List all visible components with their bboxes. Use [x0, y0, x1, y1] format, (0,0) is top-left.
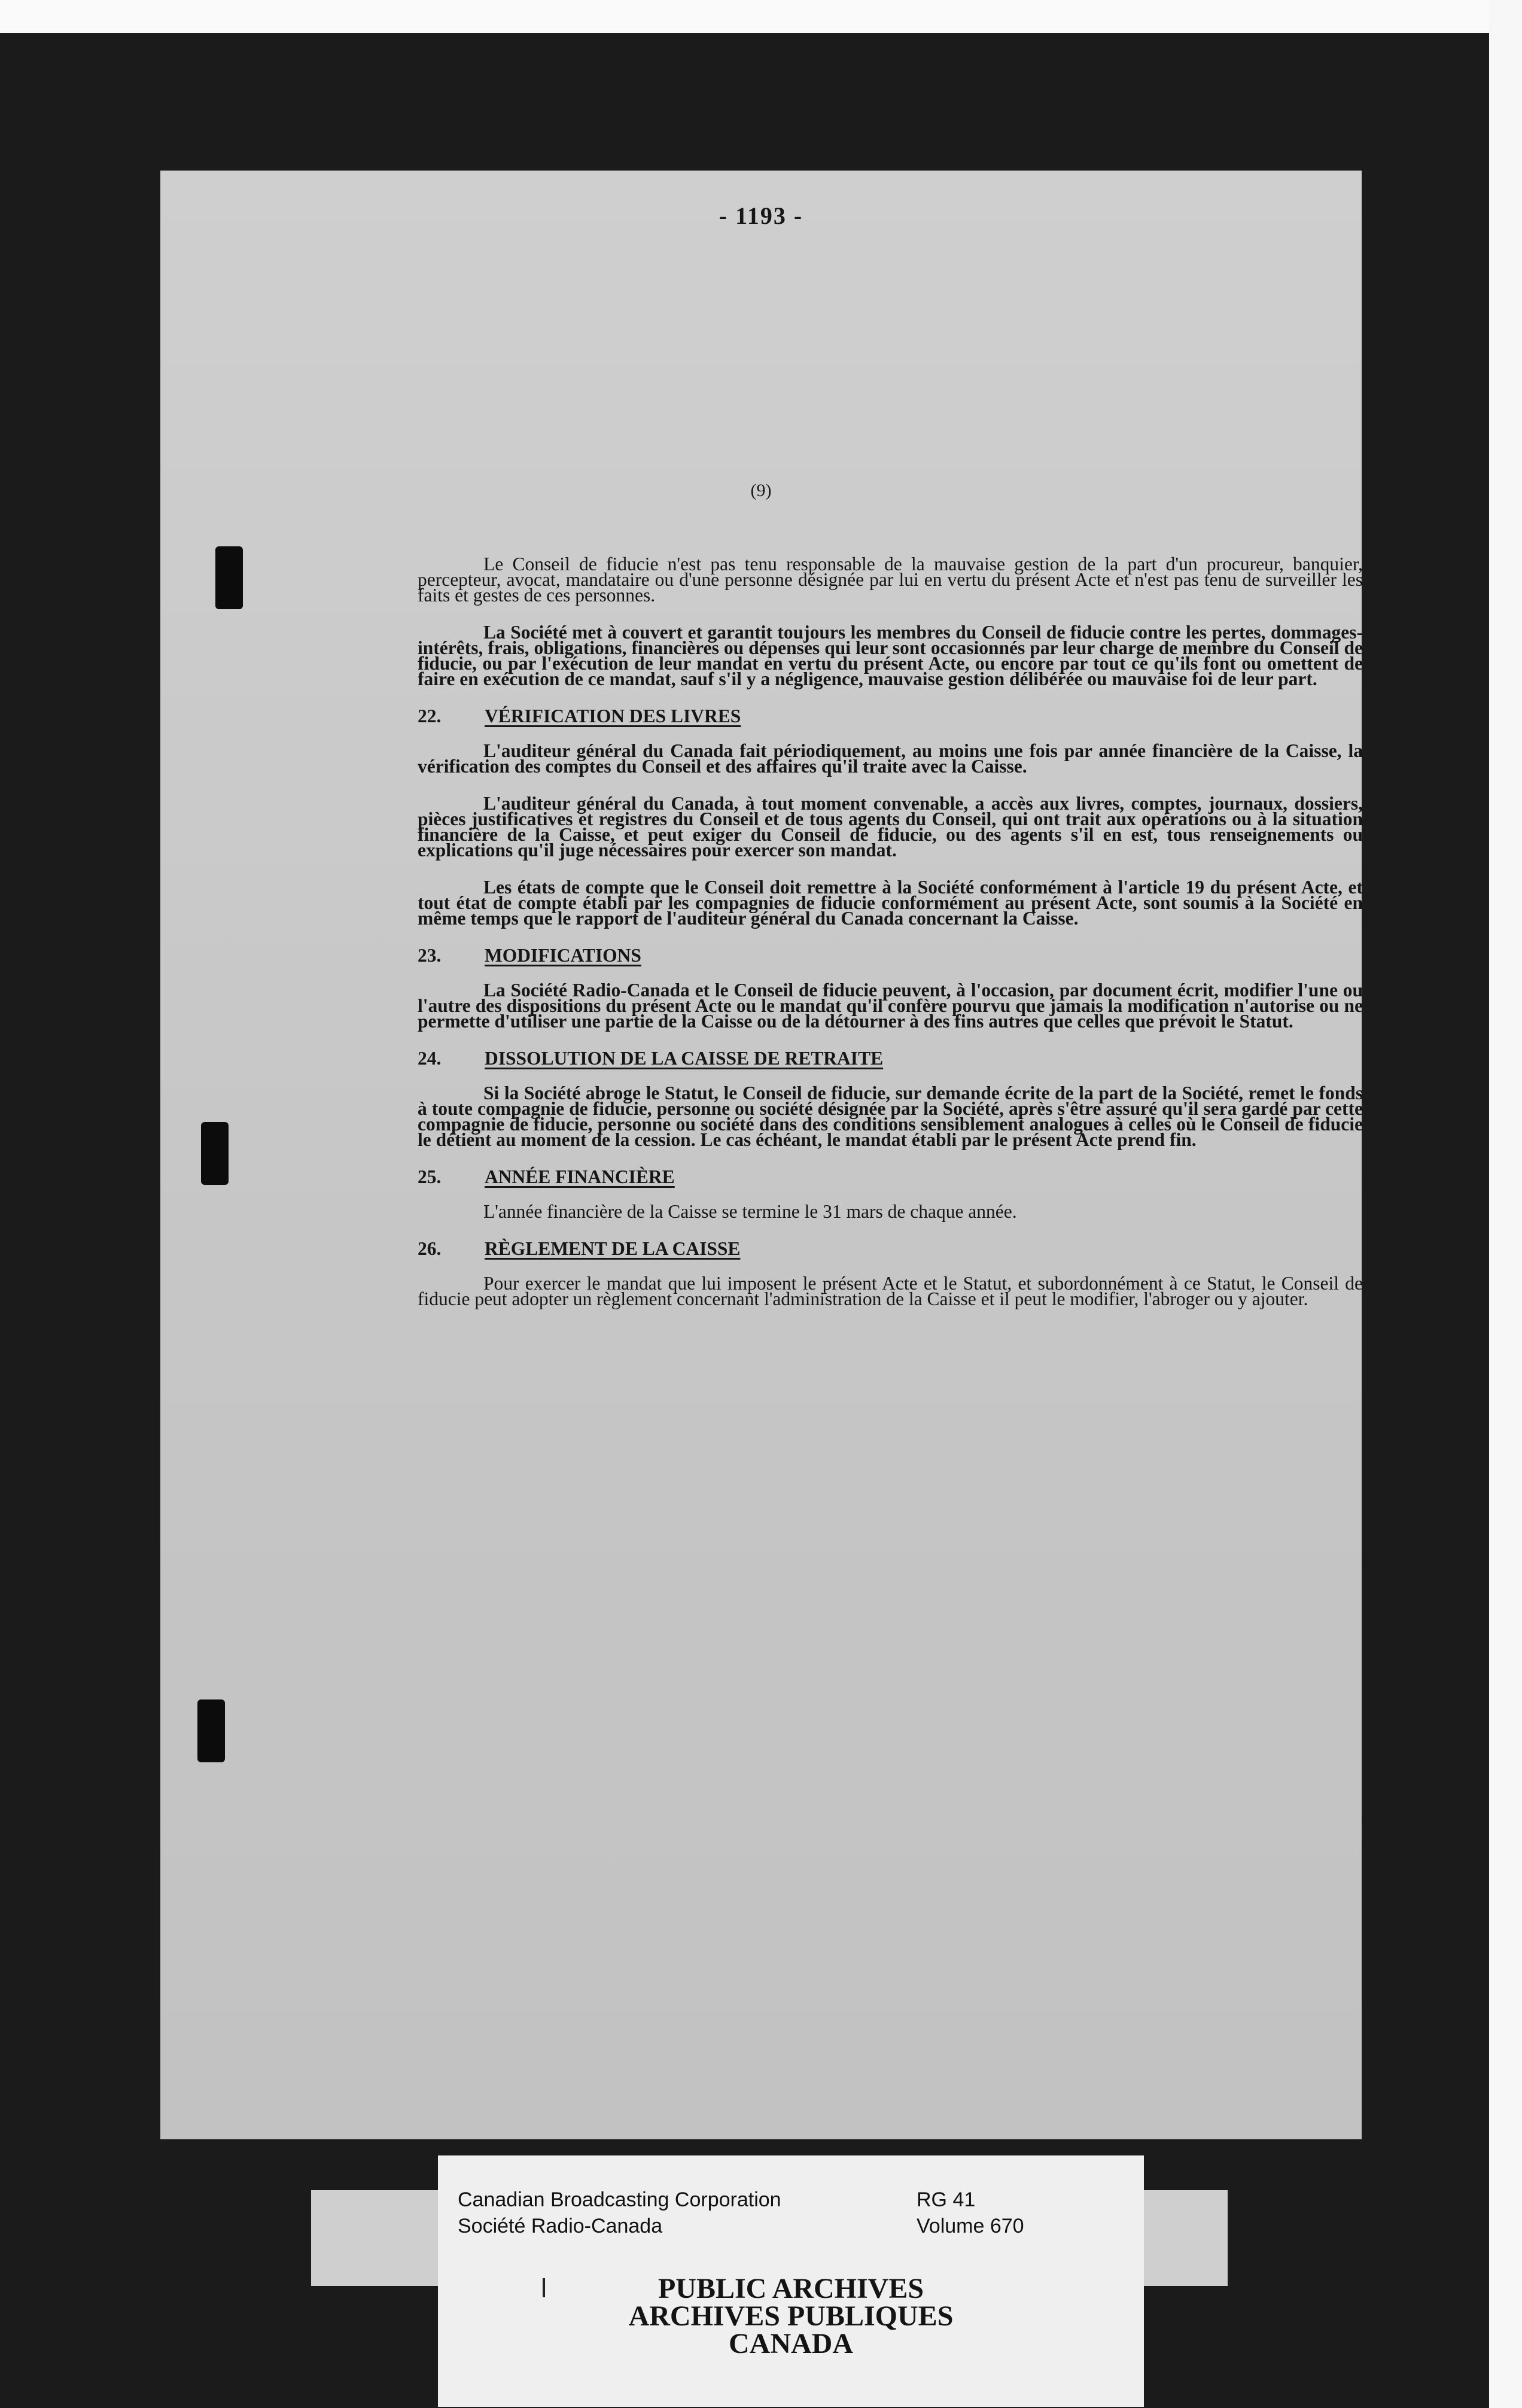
- section-heading-25: [418, 1166, 1363, 1187]
- stamp-line-country: CANADA: [729, 2328, 853, 2360]
- section-heading-22: [418, 706, 1363, 726]
- punch-hole-middle: [201, 1122, 229, 1185]
- section-heading-24: [418, 1048, 1363, 1069]
- section-number: 26.: [418, 1238, 442, 1259]
- section-title: ANNÉE FINANCIÈRE: [485, 1166, 675, 1187]
- scan-border-right: [1489, 0, 1522, 2408]
- label-creator: [458, 2187, 781, 2239]
- section-26-paragraph-1: Pour exercer le mandat que lui imposent le présent Acte et le Statut, et subordonnément à ce Statut, le Conseil de fiducie peut adopter un règlement concernant l'administration de la Caisse et il peut le modifier, l'abroger ou y ajouter.: [418, 1273, 1363, 1309]
- archive-label: [438, 2155, 1144, 2407]
- section-22-paragraph-1: L'auditeur général du Canada fait périodiquement, au moins une fois par année financière de la Caisse, la vérification des comptes du Conseil et des affaires qu'il traite avec la Caisse.: [418, 740, 1363, 777]
- section-number: 22.: [418, 706, 442, 726]
- volume-number: Volume 670: [917, 2215, 1024, 2237]
- section-22-paragraph-2: L'auditeur général du Canada, à tout moment convenable, a accès aux livres, comptes, journaux, dossiers, pièces justificatives et registres du Conseil et de tous agents du Conseil, qui ont trait aux opérations ou à la situation financière de la Caisse, et peut exiger du Conseil de fiducie, ou des agents s'il en est, tous renseignements ou explications qu'il juge nécessaires pour exercer son mandat.: [418, 793, 1363, 861]
- archive-strip-right: [1144, 2190, 1228, 2286]
- page-number: - 1193 -: [719, 202, 803, 229]
- scan-border-top: [0, 0, 1522, 33]
- stamp-line-english: PUBLIC ARCHIVES: [657, 2273, 924, 2304]
- section-24-paragraph-1: Si la Société abroge le Statut, le Conseil de fiducie, sur demande écrite de la part de la Société, remet le fonds à toute compagnie de fiducie, personne ou société désignée par la Société, après s'être assuré qu'il sera gardé par cette compagnie de fiducie, personne ou société dans des conditions sensiblement analogues à celles où le Conseil de fiducie le détient au moment de la cession. Le cas échéant, le mandat établi par le présent Acte prend fin.: [418, 1083, 1363, 1150]
- stamp-line-french: ARCHIVES PUBLIQUES: [628, 2300, 954, 2332]
- section-title: MODIFICATIONS: [485, 945, 641, 966]
- creator-french: Société Radio-Canada: [458, 2215, 663, 2237]
- section-22-paragraph-3: Les états de compte que le Conseil doit remettre à la Société conformément à l'article 19 du présent Acte, et tout état de compte établi par les compagnies de fiducie conformément au présent Acte, sont soumis à la Société en même temps que le rapport de l'auditeur général du Canada concernant la Caisse.: [418, 877, 1363, 929]
- archives-stamp: [438, 2275, 1144, 2358]
- section-heading-23: [418, 945, 1363, 966]
- document-page: [160, 171, 1362, 2139]
- punch-hole-bottom: [197, 1699, 225, 1762]
- archive-strip-left: [311, 2190, 438, 2286]
- section-number: 23.: [418, 945, 442, 966]
- document-body: [418, 554, 1363, 1328]
- section-heading-26: [418, 1238, 1363, 1259]
- section-page-number: (9): [750, 481, 772, 500]
- section-title: VÉRIFICATION DES LIVRES: [485, 706, 741, 726]
- section-23-paragraph-1: La Société Radio-Canada et le Conseil de fiducie peuvent, à l'occasion, par document écrit, modifier l'une ou l'autre des dispositions du présent Acte ou le mandat qu'il confère pourvu que jamais la modification n'autorise ou ne permette d'utiliser une partie de la Caisse ou de la détourner à des fins autres que celles que prévoit le Statut.: [418, 980, 1363, 1032]
- punch-hole-top: [215, 546, 243, 609]
- record-group: RG 41: [917, 2188, 976, 2211]
- intro-paragraph-2: La Société met à couvert et garantit toujours les membres du Conseil de fiducie contre les pertes, dommages-intérêts, frais, obligations, financières ou dépenses qui leur sont occasionnés par leur charge de membre du Conseil de fiducie, ou par l'exécution de leur mandat en vertu du présent Acte, ou encore par tout ce qu'ils font ou omettent de faire en exécution de ce mandat, sauf s'il y a négligence, mauvaise gestion délibérée ou mauvaise foi de leur part.: [418, 622, 1363, 689]
- section-title: RÈGLEMENT DE LA CAISSE: [485, 1238, 741, 1259]
- section-number: 25.: [418, 1166, 442, 1187]
- intro-paragraph-1: Le Conseil de fiducie n'est pas tenu responsable de la mauvaise gestion de la part d'un procureur, banquier, percepteur, avocat, mandataire ou d'une personne désignée par lui en vertu du présent Acte et n'est pas tenu de surveiller les faits et gestes de ces personnes.: [418, 554, 1363, 606]
- section-title: DISSOLUTION DE LA CAISSE DE RETRAITE: [485, 1048, 884, 1069]
- section-25-paragraph-1: L'année financière de la Caisse se termine le 31 mars de chaque année.: [483, 1201, 1017, 1222]
- creator-english: Canadian Broadcasting Corporation: [458, 2188, 781, 2211]
- label-reference: [917, 2187, 1024, 2239]
- section-number: 24.: [418, 1048, 442, 1069]
